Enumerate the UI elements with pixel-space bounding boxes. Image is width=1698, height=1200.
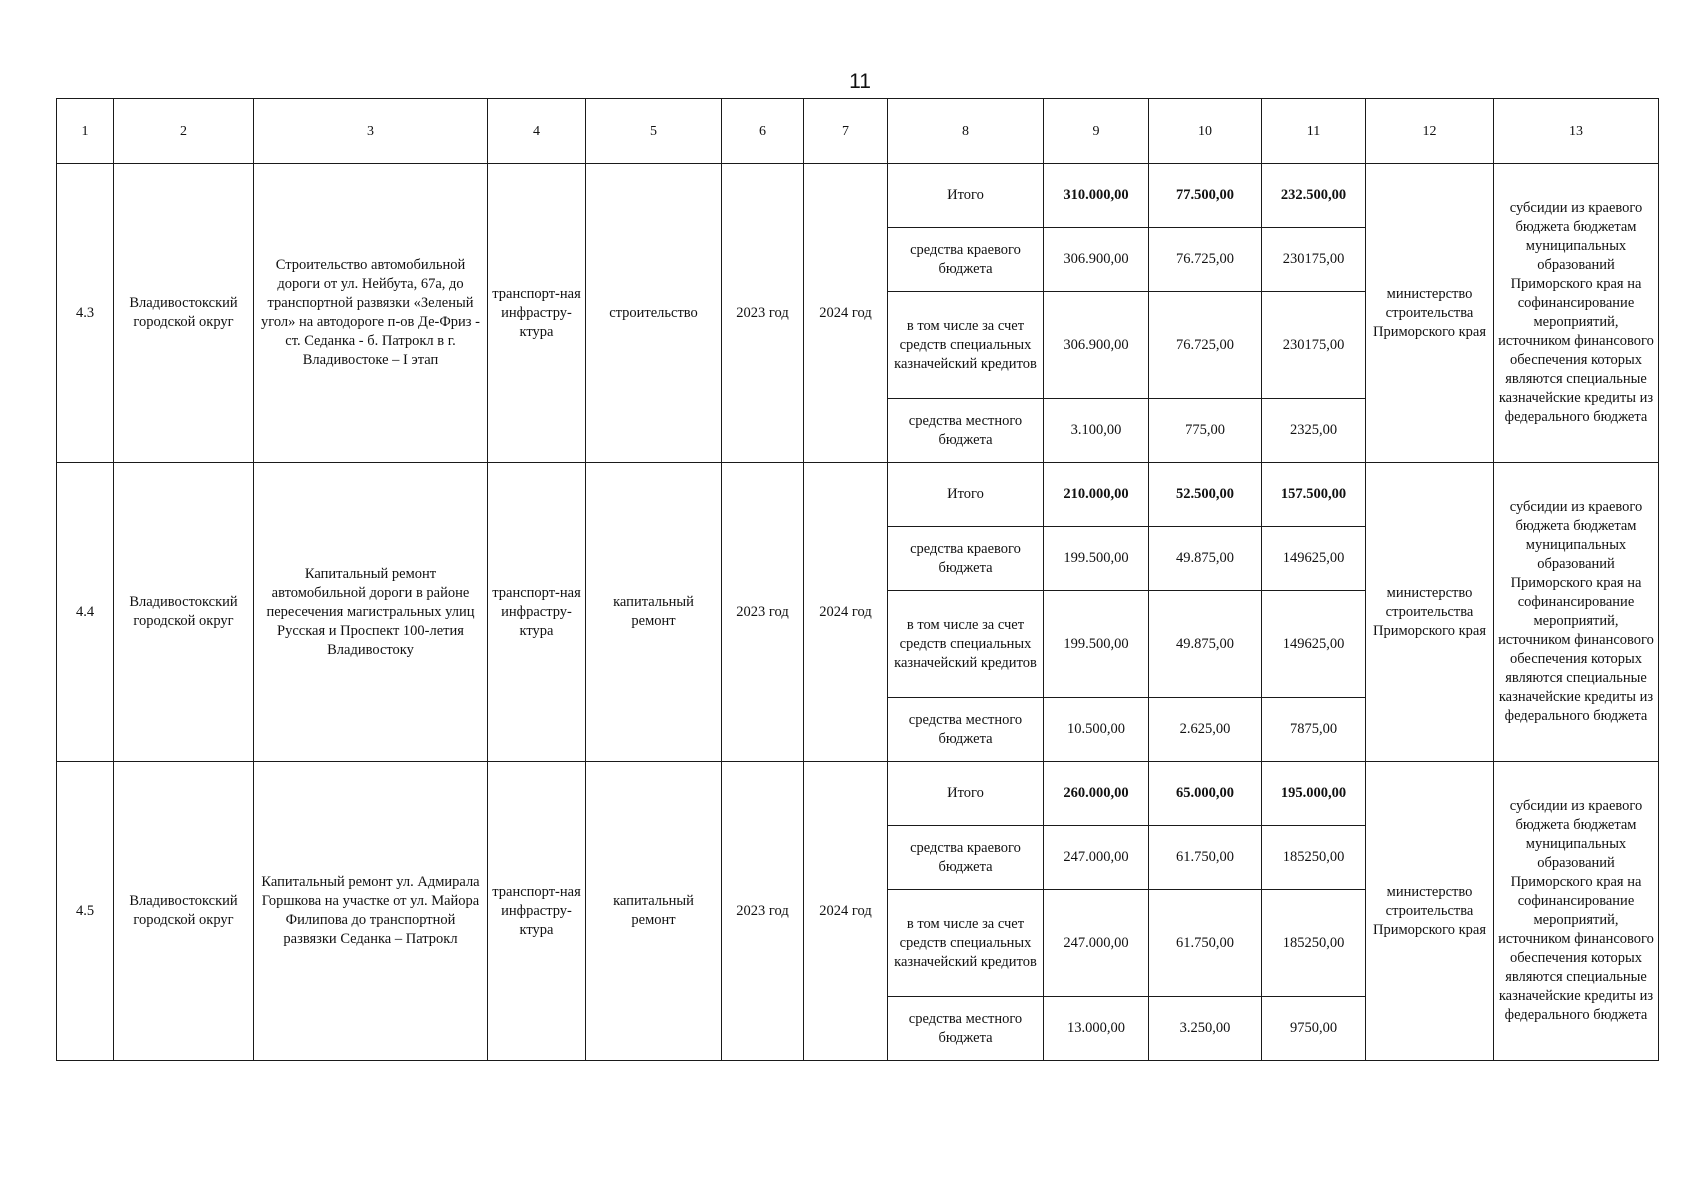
end-year-cell: 2024 год bbox=[804, 164, 888, 463]
total-amount-cell: 13.000,00 bbox=[1044, 997, 1149, 1061]
table-row bbox=[57, 164, 1659, 228]
total-amount-cell: 199.500,00 bbox=[1044, 527, 1149, 591]
row-number-cell: 4.3 bbox=[57, 164, 114, 463]
header-cell: 1 bbox=[57, 99, 114, 164]
work-type-cell: капитальный ремонт bbox=[586, 463, 722, 762]
header-cell: 9 bbox=[1044, 99, 1149, 164]
amount-2023-cell: 76.725,00 bbox=[1149, 292, 1262, 399]
header-cell: 8 bbox=[888, 99, 1044, 164]
amount-2024-cell: 185250,00 bbox=[1262, 890, 1366, 997]
total-amount-cell: 247.000,00 bbox=[1044, 890, 1149, 997]
funding-source-cell: средства местного бюджета bbox=[888, 997, 1044, 1061]
amount-2024-cell: 2325,00 bbox=[1262, 399, 1366, 463]
funding-source-cell: Итого bbox=[888, 762, 1044, 826]
amount-2024-cell: 9750,00 bbox=[1262, 997, 1366, 1061]
amount-2023-cell: 77.500,00 bbox=[1149, 164, 1262, 228]
header-cell: 6 bbox=[722, 99, 804, 164]
start-year-cell: 2023 год bbox=[722, 762, 804, 1061]
amount-2024-cell: 157.500,00 bbox=[1262, 463, 1366, 527]
start-year-cell: 2023 год bbox=[722, 164, 804, 463]
object-name-cell: Капитальный ремонт автомобильной дороги в районе пересечения магистральных улиц Русская и Проспект 100-летия Владивостоку bbox=[254, 463, 488, 762]
total-amount-cell: 210.000,00 bbox=[1044, 463, 1149, 527]
funding-source-cell: средства краевого бюджета bbox=[888, 527, 1044, 591]
amount-2024-cell: 195.000,00 bbox=[1262, 762, 1366, 826]
amount-2024-cell: 232.500,00 bbox=[1262, 164, 1366, 228]
amount-2023-cell: 61.750,00 bbox=[1149, 890, 1262, 997]
object-name-cell: Капитальный ремонт ул. Адмирала Горшкова на участке от ул. Майора Филипова до транспортной развязки Седанка – Патрокл bbox=[254, 762, 488, 1061]
header-cell: 3 bbox=[254, 99, 488, 164]
end-year-cell: 2024 год bbox=[804, 762, 888, 1061]
funding-source-cell: средства краевого бюджета bbox=[888, 826, 1044, 890]
municipality-cell: Владивостокский городской округ bbox=[114, 463, 254, 762]
note-cell: субсидии из краевого бюджета бюджетам муниципальных образований Приморского края на софинансирование мероприятий, источником финансового обеспечения которых являются специальные казначейские кредиты из федерального бюджета bbox=[1494, 463, 1659, 762]
funding-source-cell: в том числе за счет средств специальных казначейский кредитов bbox=[888, 591, 1044, 698]
amount-2024-cell: 149625,00 bbox=[1262, 527, 1366, 591]
header-cell: 5 bbox=[586, 99, 722, 164]
amount-2023-cell: 65.000,00 bbox=[1149, 762, 1262, 826]
table-row bbox=[57, 762, 1659, 826]
funding-source-cell: Итого bbox=[888, 463, 1044, 527]
header-cell: 4 bbox=[488, 99, 586, 164]
total-amount-cell: 306.900,00 bbox=[1044, 292, 1149, 399]
header-cell: 12 bbox=[1366, 99, 1494, 164]
amount-2023-cell: 61.750,00 bbox=[1149, 826, 1262, 890]
amount-2023-cell: 775,00 bbox=[1149, 399, 1262, 463]
sphere-cell: транспорт-ная инфрастру-ктура bbox=[488, 463, 586, 762]
ministry-cell: министерство строительства Приморского края bbox=[1366, 463, 1494, 762]
funding-source-cell: Итого bbox=[888, 164, 1044, 228]
total-amount-cell: 247.000,00 bbox=[1044, 826, 1149, 890]
header-cell: 10 bbox=[1149, 99, 1262, 164]
amount-2023-cell: 76.725,00 bbox=[1149, 228, 1262, 292]
row-number-cell: 4.4 bbox=[57, 463, 114, 762]
total-amount-cell: 260.000,00 bbox=[1044, 762, 1149, 826]
work-type-cell: строительство bbox=[586, 164, 722, 463]
funding-source-cell: средства местного бюджета bbox=[888, 399, 1044, 463]
work-type-cell: капитальный ремонт bbox=[586, 762, 722, 1061]
amount-2024-cell: 7875,00 bbox=[1262, 698, 1366, 762]
total-amount-cell: 306.900,00 bbox=[1044, 228, 1149, 292]
header-cell: 7 bbox=[804, 99, 888, 164]
header-cell: 2 bbox=[114, 99, 254, 164]
amount-2024-cell: 149625,00 bbox=[1262, 591, 1366, 698]
start-year-cell: 2023 год bbox=[722, 463, 804, 762]
header-cell: 13 bbox=[1494, 99, 1659, 164]
funding-source-cell: в том числе за счет средств специальных казначейский кредитов bbox=[888, 292, 1044, 399]
amount-2023-cell: 3.250,00 bbox=[1149, 997, 1262, 1061]
total-amount-cell: 10.500,00 bbox=[1044, 698, 1149, 762]
total-amount-cell: 3.100,00 bbox=[1044, 399, 1149, 463]
amount-2024-cell: 230175,00 bbox=[1262, 292, 1366, 399]
financing-table bbox=[56, 98, 1659, 1061]
note-cell: субсидии из краевого бюджета бюджетам муниципальных образований Приморского края на софинансирование мероприятий, источником финансового обеспечения которых являются специальные казначейские кредиты из федерального бюджета bbox=[1494, 762, 1659, 1061]
municipality-cell: Владивостокский городской округ bbox=[114, 164, 254, 463]
ministry-cell: министерство строительства Приморского края bbox=[1366, 762, 1494, 1061]
page-number: 11 bbox=[849, 70, 871, 93]
header-cell: 11 bbox=[1262, 99, 1366, 164]
total-amount-cell: 310.000,00 bbox=[1044, 164, 1149, 228]
sphere-cell: транспорт-ная инфрастру-ктура bbox=[488, 164, 586, 463]
total-amount-cell: 199.500,00 bbox=[1044, 591, 1149, 698]
funding-source-cell: средства краевого бюджета bbox=[888, 228, 1044, 292]
amount-2023-cell: 52.500,00 bbox=[1149, 463, 1262, 527]
amount-2023-cell: 2.625,00 bbox=[1149, 698, 1262, 762]
funding-source-cell: средства местного бюджета bbox=[888, 698, 1044, 762]
row-number-cell: 4.5 bbox=[57, 762, 114, 1061]
municipality-cell: Владивостокский городской округ bbox=[114, 762, 254, 1061]
table-row bbox=[57, 463, 1659, 527]
object-name-cell: Строительство автомобильной дороги от ул. Нейбута, 67а, до транспортной развязки «Зеленый угол» на автодороге п-ов Де-Фриз - ст. Седанка - б. Патрокл в г. Владивостоке – I этап bbox=[254, 164, 488, 463]
header-row bbox=[57, 99, 1659, 164]
note-cell: субсидии из краевого бюджета бюджетам муниципальных образований Приморского края на софинансирование мероприятий, источником финансового обеспечения которых являются специальные казначейские кредиты из федерального бюджета bbox=[1494, 164, 1659, 463]
sphere-cell: транспорт-ная инфрастру-ктура bbox=[488, 762, 586, 1061]
funding-source-cell: в том числе за счет средств специальных казначейский кредитов bbox=[888, 890, 1044, 997]
amount-2024-cell: 230175,00 bbox=[1262, 228, 1366, 292]
amount-2023-cell: 49.875,00 bbox=[1149, 527, 1262, 591]
amount-2023-cell: 49.875,00 bbox=[1149, 591, 1262, 698]
amount-2024-cell: 185250,00 bbox=[1262, 826, 1366, 890]
ministry-cell: министерство строительства Приморского края bbox=[1366, 164, 1494, 463]
end-year-cell: 2024 год bbox=[804, 463, 888, 762]
